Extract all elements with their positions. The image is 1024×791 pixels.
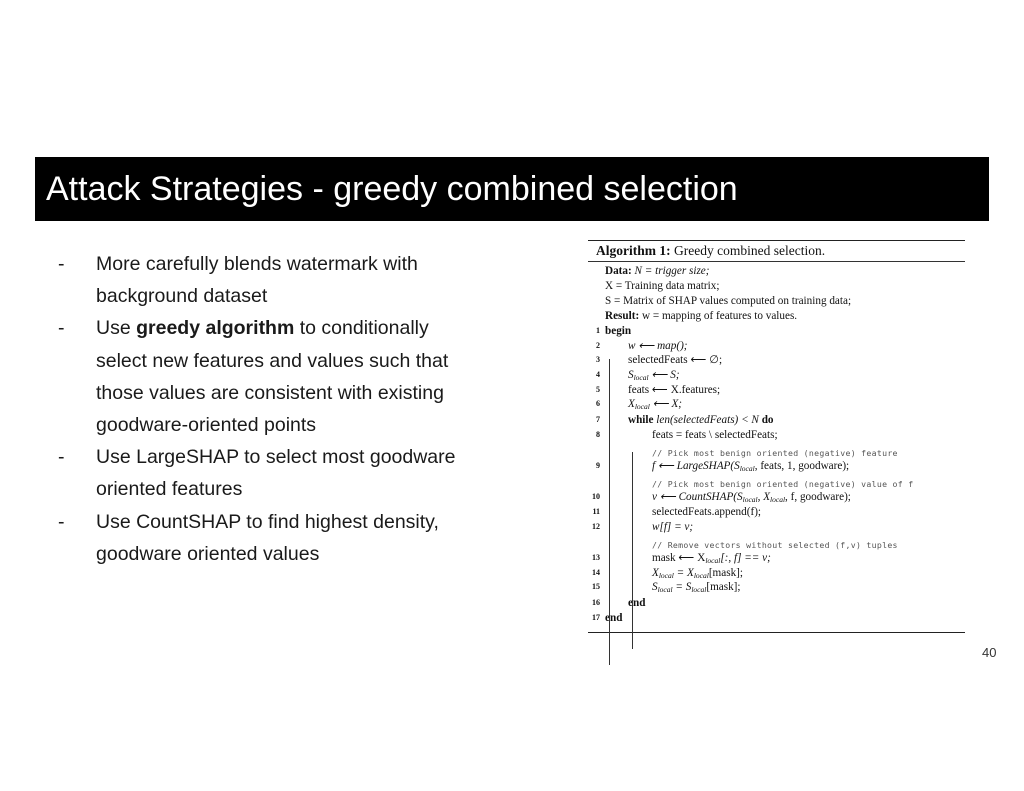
bullet-text: goodware oriented values <box>96 542 320 565</box>
line-number: 6 <box>596 399 600 409</box>
line-number: 10 <box>592 491 600 501</box>
line-text: end <box>605 611 623 624</box>
algorithm-line <box>588 368 965 383</box>
algorithm-comment <box>588 535 965 551</box>
bullet-text: goodware-oriented points <box>96 414 317 437</box>
algorithm-line <box>588 428 965 443</box>
line-text: $S_{local}$ = $S_{local}[mask]$; <box>652 581 741 595</box>
indent-guide <box>632 452 633 649</box>
line-text: v ⟵ $CountSHAP(S_{local}$, $X_{local}$, f, goodware); <box>652 490 851 504</box>
slide-title-bar <box>35 157 989 221</box>
algorithm-caption-label: Algorithm 1: <box>596 243 671 258</box>
line-text: mask ⟵ $X_{local}$[:, f] == v; <box>652 551 771 565</box>
line-text: feats ⟵ X.features; <box>628 383 721 396</box>
line-number: 8 <box>596 430 600 440</box>
line-number: 12 <box>592 522 600 532</box>
algorithm-line <box>588 566 965 581</box>
bullet-text: select new features and values such that <box>96 349 449 372</box>
line-text: while len(selectedFeats) < N do <box>628 414 774 427</box>
line-number: 7 <box>596 415 600 425</box>
algorithm-line <box>588 520 965 535</box>
bullet-marker: - <box>58 510 65 533</box>
algorithm-data-line <box>588 279 965 294</box>
line-number: 13 <box>592 552 600 562</box>
bullet-text: background dataset <box>96 285 268 308</box>
algorithm-line <box>588 353 965 368</box>
line-number: 16 <box>592 597 600 607</box>
bullet-text: those values are consistent with existing <box>96 381 444 404</box>
algorithm-line <box>588 383 965 398</box>
algorithm-comment <box>588 474 965 490</box>
line-number: 17 <box>592 612 600 622</box>
line-number: 2 <box>596 340 600 350</box>
algorithm-data-text: S = Matrix of SHAP values computed on training data; <box>605 295 852 307</box>
line-text: selectedFeats ⟵ ∅; <box>628 354 723 367</box>
line-number: 15 <box>592 582 600 592</box>
bullet-marker: - <box>58 253 65 275</box>
algorithm-data-label: Data: <box>605 265 632 277</box>
line-number: 3 <box>596 355 600 365</box>
bullet-text: Use LargeSHAP to select most goodware <box>96 446 456 469</box>
algorithm-caption-text: Greedy combined selection. <box>670 243 826 258</box>
bullet-list <box>56 248 536 570</box>
algorithm-line <box>588 324 965 339</box>
algorithm-bottom-rule <box>588 632 965 633</box>
algorithm-data-text: X = Training data matrix; <box>605 280 720 292</box>
line-text: selectedFeats.append(f); <box>652 506 762 519</box>
line-number: 14 <box>592 567 600 577</box>
algorithm-line <box>588 504 965 520</box>
algorithm-caption <box>588 241 965 261</box>
line-text: feats = feats \ selectedFeats; <box>652 429 778 442</box>
line-number: 5 <box>596 384 600 394</box>
line-text: $X_{local}$ ⟵ X; <box>628 398 683 412</box>
line-text: $S_{local}$ ⟵ S; <box>628 369 680 383</box>
algorithm-data-text: N = trigger size; <box>631 265 710 277</box>
comment-text: // Pick most benign oriented (negative) value of f <box>652 478 914 489</box>
indent-guide <box>609 359 610 665</box>
bullet-text: oriented features <box>96 478 243 501</box>
line-text: w ⟵ map(); <box>628 339 688 352</box>
algorithm-line <box>588 551 965 566</box>
algorithm-result-text: w = mapping of features to values. <box>639 310 798 322</box>
bullet-text: to conditionally <box>294 317 429 340</box>
line-number: 9 <box>596 460 600 470</box>
bullet-text: More carefully blends watermark with <box>96 253 418 275</box>
line-text: $X_{local}$ = $X_{local}[mask]$; <box>652 566 744 580</box>
algorithm-data-line <box>588 264 965 279</box>
line-number: 1 <box>596 326 600 335</box>
comment-text: // Remove vectors without selected (f,v) tuples <box>652 539 898 550</box>
algorithm-data-line <box>588 294 965 309</box>
algorithm-line <box>588 397 965 412</box>
algorithm-line <box>588 611 965 626</box>
line-text: w[f] = v; <box>652 521 694 534</box>
algorithm-line <box>588 459 965 474</box>
line-number: 11 <box>592 507 600 517</box>
bullet-item <box>56 312 536 441</box>
line-text: begin <box>605 325 632 337</box>
bullet-bold-text: greedy algorithm <box>136 317 295 340</box>
bullet-item <box>56 248 536 312</box>
bullet-item <box>56 441 536 505</box>
bullet-text: Use CountSHAP to find highest density, <box>96 510 439 533</box>
algorithm-line <box>588 490 965 505</box>
bullet-text: Use <box>96 317 137 340</box>
comment-text: // Pick most benign oriented (negative) feature <box>652 447 898 458</box>
line-text: end <box>628 596 646 609</box>
slide-title: Attack Strategies - greedy combined selection <box>46 170 738 208</box>
algorithm-line <box>588 339 965 354</box>
algorithm-line <box>588 595 965 611</box>
line-text: f ⟵ $LargeSHAP(S_{local}$, feats, 1, goodware); <box>652 459 850 473</box>
algorithm-line <box>588 580 965 595</box>
algorithm-figure <box>588 240 965 633</box>
algorithm-line <box>588 412 965 428</box>
page-number: 40 <box>982 645 997 660</box>
algorithm-body <box>588 262 965 628</box>
algorithm-result-line <box>588 309 965 324</box>
bullet-marker: - <box>58 317 65 340</box>
bullet-item <box>56 506 536 570</box>
line-number: 4 <box>596 370 600 380</box>
bullet-marker: - <box>58 446 65 469</box>
algorithm-comment <box>588 443 965 459</box>
algorithm-result-label: Result: <box>605 310 640 322</box>
